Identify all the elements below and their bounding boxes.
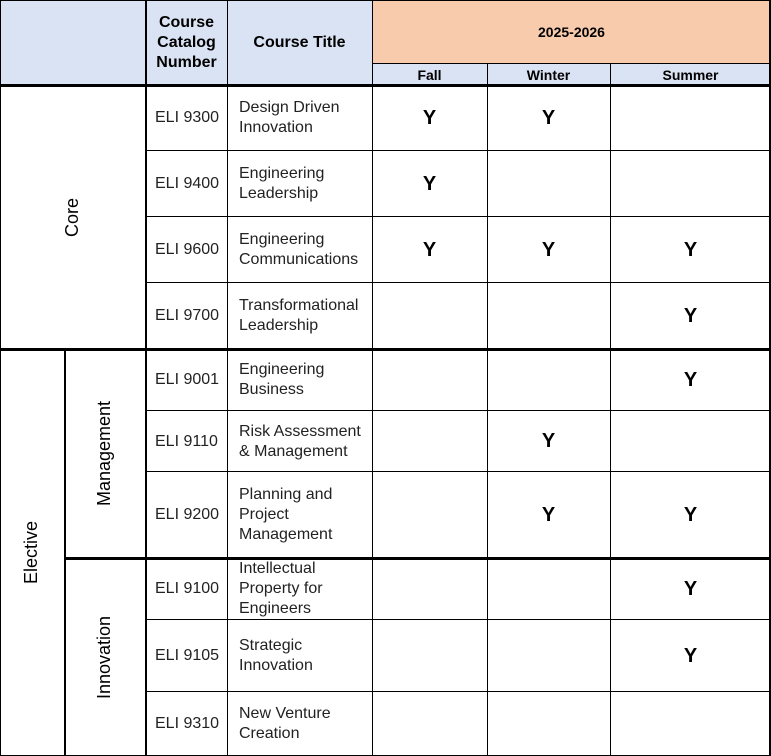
course-number: [146, 349, 227, 411]
course-title: [227, 349, 372, 411]
offered-summer: [610, 217, 771, 283]
grid-line: [0, 0, 1, 756]
grid-line: [146, 282, 771, 283]
grid-line: [146, 619, 771, 620]
subgroup-innovation-label: Innovation: [94, 615, 115, 699]
header-term-winter: [487, 64, 610, 85]
course-title-text: Planning and Project Management: [239, 486, 333, 543]
offered-summer: [610, 151, 771, 217]
course-number: [146, 85, 227, 151]
course-number-text: ELI 9600: [155, 241, 220, 258]
grid-line: [0, 84, 771, 87]
header-term-summer: [610, 64, 771, 85]
course-number: [146, 620, 227, 692]
course-number: [146, 217, 227, 283]
course-title-text: Engineering Business: [239, 361, 325, 398]
offered-winter: [487, 558, 610, 620]
offered-summer-text: Y: [683, 304, 698, 327]
offered-summer: [610, 283, 771, 349]
course-number-text: ELI 9105: [155, 647, 220, 664]
grid-line: [146, 150, 771, 151]
header-catalog-number: [146, 0, 227, 85]
offered-fall: [372, 558, 487, 620]
offered-summer: [610, 692, 771, 756]
grid-line: [146, 471, 771, 472]
course-number: [146, 472, 227, 558]
course-number: [146, 692, 227, 756]
course-title-text: Intellectual Property for Engineers: [239, 560, 323, 617]
grid-line: [64, 557, 771, 560]
course-number: [146, 283, 227, 349]
offered-summer: [610, 472, 771, 558]
course-title: [227, 283, 372, 349]
offered-summer-text: Y: [683, 503, 698, 526]
offered-winter: [487, 692, 610, 756]
header-term-fall: [372, 64, 487, 85]
course-title-text: Engineering Communications: [239, 231, 359, 268]
header-catalog-number-label: Course Catalog Number: [156, 13, 217, 71]
offered-fall: [372, 283, 487, 349]
course-title: [227, 151, 372, 217]
offered-fall: [372, 349, 487, 411]
grid-line: [146, 691, 771, 692]
course-number-text: ELI 9100: [155, 580, 220, 597]
course-title-text: Risk Assessment & Management: [239, 422, 361, 460]
offered-fall: [372, 692, 487, 756]
offered-summer-text: Y: [683, 238, 698, 261]
offered-winter: [487, 217, 610, 283]
offered-winter: [487, 620, 610, 692]
offered-winter: [487, 349, 610, 411]
offered-fall: [372, 85, 487, 151]
course-title-text: Strategic Innovation: [239, 637, 313, 674]
course-number: [146, 558, 227, 620]
grid-line: [146, 216, 771, 217]
offered-winter-text: Y: [541, 503, 556, 526]
header-course-title-label: Course Title: [253, 33, 346, 51]
course-title: [227, 558, 372, 620]
offered-summer: [610, 411, 771, 472]
offered-fall: [372, 472, 487, 558]
offered-winter: [487, 85, 610, 151]
course-number: [146, 411, 227, 472]
offered-summer: [610, 620, 771, 692]
course-number-text: ELI 9001: [155, 371, 220, 388]
grid-line: [146, 410, 771, 411]
header-blank-cell: [0, 0, 146, 85]
subgroup-innovation: [64, 558, 146, 756]
offered-fall-text: Y: [422, 238, 437, 261]
term-winter-label: Winter: [526, 66, 571, 83]
group-core-label: Core: [62, 197, 83, 237]
header-academic-year: [372, 0, 771, 64]
course-title: [227, 85, 372, 151]
offered-winter: [487, 283, 610, 349]
course-number-text: ELI 9300: [155, 109, 220, 126]
offered-summer-text: Y: [683, 644, 698, 667]
grid-line: [372, 63, 771, 64]
offered-winter: [487, 411, 610, 472]
offered-winter: [487, 472, 610, 558]
group-elective-label: Elective: [21, 520, 42, 585]
course-number: [146, 151, 227, 217]
subgroup-management-label: Management: [94, 400, 115, 507]
offered-fall-text: Y: [422, 106, 437, 129]
offered-winter-text: Y: [541, 238, 556, 261]
course-number-text: ELI 9110: [155, 432, 218, 450]
grid-line: [0, 0, 771, 1]
group-elective: [0, 349, 64, 756]
course-number-text: ELI 9310: [155, 715, 220, 732]
offered-winter-text: Y: [541, 430, 556, 452]
grid-line: [0, 348, 771, 351]
grid-line: [145, 0, 147, 756]
offered-summer-text: Y: [683, 577, 698, 600]
term-summer-label: Summer: [662, 66, 719, 83]
grid-line: [64, 349, 66, 756]
course-title-text: Design Driven Innovation: [239, 99, 340, 136]
offered-winter-text: Y: [541, 106, 556, 129]
offered-summer: [610, 558, 771, 620]
offered-winter: [487, 151, 610, 217]
course-title-text: New Venture Creation: [239, 705, 331, 742]
course-title: [227, 472, 372, 558]
academic-year-label: 2025-2026: [538, 24, 605, 40]
header-course-title: [227, 0, 372, 85]
term-fall-label: Fall: [417, 66, 442, 83]
offered-fall: [372, 217, 487, 283]
offered-fall: [372, 151, 487, 217]
offered-fall: [372, 411, 487, 472]
course-number-text: ELI 9700: [155, 307, 220, 324]
grid-line: [227, 0, 228, 756]
subgroup-management: [64, 349, 146, 558]
group-core: [0, 85, 146, 349]
course-title: [227, 620, 372, 692]
course-number-text: ELI 9200: [155, 506, 220, 523]
offered-summer: [610, 85, 771, 151]
offered-fall: [372, 620, 487, 692]
grid-line: [372, 0, 373, 756]
course-title-text: Transformational Leadership: [239, 297, 359, 334]
course-title: [227, 411, 372, 472]
course-number-text: ELI 9400: [155, 175, 220, 192]
offered-summer-text: Y: [683, 368, 698, 391]
offered-summer: [610, 349, 771, 411]
course-title: [227, 217, 372, 283]
offered-fall-text: Y: [422, 172, 437, 195]
course-title: [227, 692, 372, 756]
course-title-text: Engineering Leadership: [239, 165, 325, 202]
